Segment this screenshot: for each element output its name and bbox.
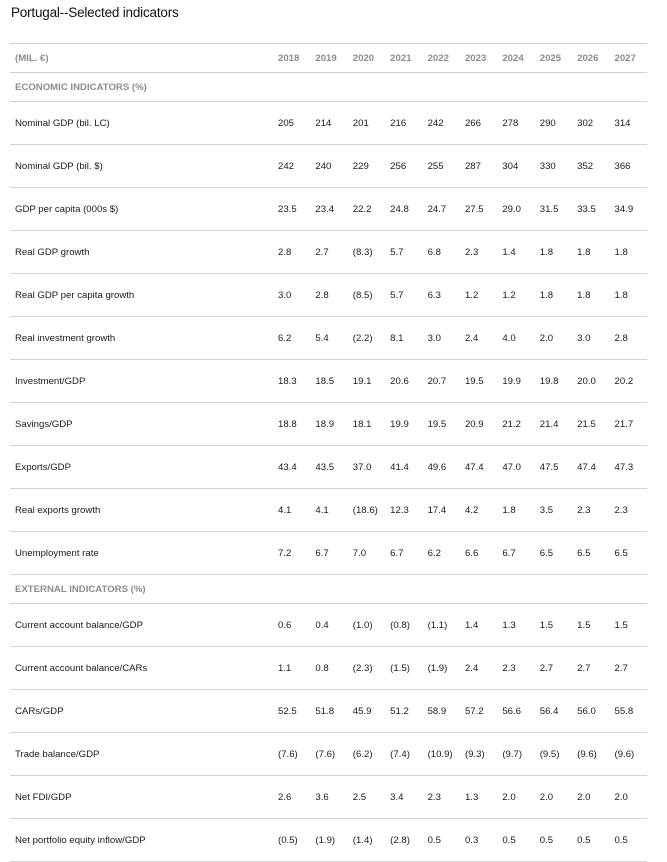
- table-cell: 51.8: [310, 690, 347, 733]
- table-cell: 33.5: [572, 188, 609, 231]
- table-cell: 1.8: [572, 274, 609, 317]
- table-cell: (0.5): [273, 819, 310, 862]
- table-cell: 21.5: [572, 403, 609, 446]
- row-label: Exports/GDP: [10, 446, 273, 489]
- row-label: Real investment growth: [10, 317, 273, 360]
- table-row: [10, 403, 647, 446]
- table-cell: 47.5: [535, 446, 572, 489]
- table-cell: 255: [423, 145, 460, 188]
- table-cell: 2.0: [535, 776, 572, 819]
- table-cell: 6.5: [572, 532, 609, 575]
- table-cell: (8.5): [348, 274, 385, 317]
- table-cell: 21.7: [610, 403, 647, 446]
- unit-label: (MIL. €): [10, 44, 273, 73]
- table-cell: 20.0: [572, 360, 609, 403]
- table-cell: 3.0: [572, 317, 609, 360]
- indicators-table: [10, 43, 647, 862]
- table-cell: 240: [310, 145, 347, 188]
- table-cell: 0.6: [273, 604, 310, 647]
- table-cell: 256: [385, 145, 422, 188]
- row-label: Current account balance/GDP: [10, 604, 273, 647]
- table-cell: 18.8: [273, 403, 310, 446]
- table-cell: (9.5): [535, 733, 572, 776]
- table-cell: 0.8: [310, 647, 347, 690]
- table-cell: 27.5: [460, 188, 497, 231]
- row-label: Investment/GDP: [10, 360, 273, 403]
- table-cell: 47.3: [610, 446, 647, 489]
- table-cell: 19.9: [385, 403, 422, 446]
- row-label: GDP per capita (000s $): [10, 188, 273, 231]
- table-cell: 49.6: [423, 446, 460, 489]
- header-row: [10, 44, 647, 73]
- table-cell: 5.4: [310, 317, 347, 360]
- row-label: Real GDP growth: [10, 231, 273, 274]
- table-cell: 1.5: [610, 604, 647, 647]
- table-cell: 7.2: [273, 532, 310, 575]
- table-row: [10, 489, 647, 532]
- row-label: CARs/GDP: [10, 690, 273, 733]
- table-cell: 19.5: [423, 403, 460, 446]
- table-cell: 2.7: [572, 647, 609, 690]
- section-header-row: [10, 575, 647, 604]
- table-cell: (10.9): [423, 733, 460, 776]
- table-cell: 1.3: [460, 776, 497, 819]
- year-header: 2019: [310, 44, 347, 73]
- table-cell: 2.7: [610, 647, 647, 690]
- year-header: 2024: [497, 44, 534, 73]
- table-cell: 2.0: [572, 776, 609, 819]
- table-cell: 287: [460, 145, 497, 188]
- table-cell: (9.7): [497, 733, 534, 776]
- row-label: Unemployment rate: [10, 532, 273, 575]
- year-header: 2020: [348, 44, 385, 73]
- table-cell: 20.7: [423, 360, 460, 403]
- table-cell: (8.3): [348, 231, 385, 274]
- table-row: [10, 145, 647, 188]
- table-cell: (1.9): [423, 647, 460, 690]
- table-cell: 55.8: [610, 690, 647, 733]
- table-cell: 21.4: [535, 403, 572, 446]
- table-cell: 47.4: [460, 446, 497, 489]
- table-cell: 3.0: [273, 274, 310, 317]
- table-cell: 1.4: [460, 604, 497, 647]
- table-cell: 6.6: [460, 532, 497, 575]
- section-heading: EXTERNAL INDICATORS (%): [10, 575, 647, 604]
- table-cell: 3.5: [535, 489, 572, 532]
- table-cell: 5.7: [385, 274, 422, 317]
- table-cell: (1.4): [348, 819, 385, 862]
- table-cell: (7.6): [310, 733, 347, 776]
- table-cell: 0.5: [423, 819, 460, 862]
- table-cell: 8.1: [385, 317, 422, 360]
- year-header: 2026: [572, 44, 609, 73]
- table-cell: 266: [460, 102, 497, 145]
- table-cell: 4.1: [273, 489, 310, 532]
- table-cell: 242: [423, 102, 460, 145]
- table-cell: 2.0: [497, 776, 534, 819]
- table-cell: 47.0: [497, 446, 534, 489]
- table-cell: 21.2: [497, 403, 534, 446]
- table-cell: (2.8): [385, 819, 422, 862]
- row-label: Nominal GDP (bil. $): [10, 145, 273, 188]
- table-cell: 45.9: [348, 690, 385, 733]
- table-row: [10, 532, 647, 575]
- table-cell: 1.8: [535, 231, 572, 274]
- table-cell: 2.7: [535, 647, 572, 690]
- table-cell: 290: [535, 102, 572, 145]
- table-cell: (6.2): [348, 733, 385, 776]
- table-row: [10, 317, 647, 360]
- table-cell: 56.0: [572, 690, 609, 733]
- table-cell: 229: [348, 145, 385, 188]
- table-cell: 1.2: [497, 274, 534, 317]
- table-row: [10, 360, 647, 403]
- table-cell: 7.0: [348, 532, 385, 575]
- table-cell: 2.7: [310, 231, 347, 274]
- table-cell: 56.4: [535, 690, 572, 733]
- table-cell: (2.2): [348, 317, 385, 360]
- table-cell: 4.1: [310, 489, 347, 532]
- table-cell: 0.4: [310, 604, 347, 647]
- table-cell: 2.0: [535, 317, 572, 360]
- table-cell: (2.3): [348, 647, 385, 690]
- table-cell: 3.0: [423, 317, 460, 360]
- table-cell: 1.8: [497, 489, 534, 532]
- table-cell: 2.0: [610, 776, 647, 819]
- table-cell: 366: [610, 145, 647, 188]
- table-cell: 17.4: [423, 489, 460, 532]
- table-cell: 2.3: [460, 231, 497, 274]
- table-row: [10, 733, 647, 776]
- table-cell: 278: [497, 102, 534, 145]
- table-row: [10, 102, 647, 145]
- table-cell: 2.3: [572, 489, 609, 532]
- table-cell: 0.5: [497, 819, 534, 862]
- table-cell: 3.6: [310, 776, 347, 819]
- table-cell: 20.6: [385, 360, 422, 403]
- table-cell: 20.9: [460, 403, 497, 446]
- table-cell: 58.9: [423, 690, 460, 733]
- table-cell: 47.4: [572, 446, 609, 489]
- table-cell: 29.0: [497, 188, 534, 231]
- table-cell: 19.9: [497, 360, 534, 403]
- section-header-row: [10, 73, 647, 102]
- table-cell: 2.3: [610, 489, 647, 532]
- table-cell: (1.5): [385, 647, 422, 690]
- table-cell: (9.6): [572, 733, 609, 776]
- table-cell: 2.6: [273, 776, 310, 819]
- row-label: Real GDP per capita growth: [10, 274, 273, 317]
- table-cell: 1.1: [273, 647, 310, 690]
- table-cell: 31.5: [535, 188, 572, 231]
- table-cell: 1.8: [572, 231, 609, 274]
- row-label: Net FDI/GDP: [10, 776, 273, 819]
- table-row: [10, 188, 647, 231]
- table-cell: 304: [497, 145, 534, 188]
- table-cell: 6.2: [273, 317, 310, 360]
- table-cell: 0.5: [610, 819, 647, 862]
- table-cell: 201: [348, 102, 385, 145]
- table-cell: 4.2: [460, 489, 497, 532]
- table-cell: 0.5: [572, 819, 609, 862]
- table-row: [10, 647, 647, 690]
- table-cell: (0.8): [385, 604, 422, 647]
- table-cell: 19.5: [460, 360, 497, 403]
- table-cell: (7.6): [273, 733, 310, 776]
- table-cell: 41.4: [385, 446, 422, 489]
- table-cell: (1.9): [310, 819, 347, 862]
- table-cell: 352: [572, 145, 609, 188]
- table-row: [10, 446, 647, 489]
- table-cell: 3.4: [385, 776, 422, 819]
- row-label: Trade balance/GDP: [10, 733, 273, 776]
- table-cell: 2.8: [610, 317, 647, 360]
- table-cell: 2.8: [310, 274, 347, 317]
- table-cell: 23.4: [310, 188, 347, 231]
- table-cell: 6.5: [610, 532, 647, 575]
- table-cell: 216: [385, 102, 422, 145]
- table-cell: 24.8: [385, 188, 422, 231]
- table-cell: 24.7: [423, 188, 460, 231]
- table-cell: 2.3: [497, 647, 534, 690]
- year-header: 2025: [535, 44, 572, 73]
- table-cell: 6.8: [423, 231, 460, 274]
- table-cell: 18.3: [273, 360, 310, 403]
- year-header: 2018: [273, 44, 310, 73]
- year-header: 2023: [460, 44, 497, 73]
- table-cell: 1.8: [610, 231, 647, 274]
- row-label: Current account balance/CARs: [10, 647, 273, 690]
- table-cell: 6.3: [423, 274, 460, 317]
- table-cell: 2.4: [460, 647, 497, 690]
- table-title: Portugal--Selected indicators: [11, 5, 179, 20]
- row-label: Net portfolio equity inflow/GDP: [10, 819, 273, 862]
- table-cell: 205: [273, 102, 310, 145]
- table-cell: 12.3: [385, 489, 422, 532]
- table-cell: 2.3: [423, 776, 460, 819]
- table-cell: 330: [535, 145, 572, 188]
- table-cell: 22.2: [348, 188, 385, 231]
- table-cell: 1.8: [610, 274, 647, 317]
- table-cell: 19.8: [535, 360, 572, 403]
- table-cell: 2.5: [348, 776, 385, 819]
- table-cell: 6.7: [385, 532, 422, 575]
- year-header: 2022: [423, 44, 460, 73]
- table-cell: 57.2: [460, 690, 497, 733]
- row-label: Nominal GDP (bil. LC): [10, 102, 273, 145]
- table-cell: 1.2: [460, 274, 497, 317]
- table-row: [10, 819, 647, 862]
- table-cell: 18.5: [310, 360, 347, 403]
- table-cell: 18.1: [348, 403, 385, 446]
- table-cell: 20.2: [610, 360, 647, 403]
- table-cell: 302: [572, 102, 609, 145]
- table-cell: 1.5: [535, 604, 572, 647]
- table-cell: 6.5: [535, 532, 572, 575]
- table-cell: (9.3): [460, 733, 497, 776]
- row-label: Savings/GDP: [10, 403, 273, 446]
- table-cell: 5.7: [385, 231, 422, 274]
- table-cell: 43.4: [273, 446, 310, 489]
- table-cell: 1.4: [497, 231, 534, 274]
- table-body: [10, 44, 647, 862]
- table-row: [10, 690, 647, 733]
- table-cell: 2.8: [273, 231, 310, 274]
- table-cell: 1.3: [497, 604, 534, 647]
- table-cell: 34.9: [610, 188, 647, 231]
- table-cell: 6.2: [423, 532, 460, 575]
- table-cell: 314: [610, 102, 647, 145]
- table-cell: (18.6): [348, 489, 385, 532]
- table-row: [10, 776, 647, 819]
- table-cell: 37.0: [348, 446, 385, 489]
- table-cell: (1.0): [348, 604, 385, 647]
- table-cell: 18.9: [310, 403, 347, 446]
- table-cell: 242: [273, 145, 310, 188]
- table-cell: 0.5: [535, 819, 572, 862]
- table-cell: 6.7: [497, 532, 534, 575]
- table-cell: 56.6: [497, 690, 534, 733]
- table-cell: (7.4): [385, 733, 422, 776]
- table-cell: 4.0: [497, 317, 534, 360]
- year-header: 2021: [385, 44, 422, 73]
- year-header: 2027: [610, 44, 647, 73]
- row-label: Real exports growth: [10, 489, 273, 532]
- table-cell: 1.8: [535, 274, 572, 317]
- table-cell: 214: [310, 102, 347, 145]
- table-cell: 19.1: [348, 360, 385, 403]
- table-row: [10, 274, 647, 317]
- table-cell: 23.5: [273, 188, 310, 231]
- table-row: [10, 604, 647, 647]
- table-row: [10, 231, 647, 274]
- table-cell: 6.7: [310, 532, 347, 575]
- table-cell: 0.3: [460, 819, 497, 862]
- table-cell: 51.2: [385, 690, 422, 733]
- table-cell: 1.5: [572, 604, 609, 647]
- table-cell: (9.6): [610, 733, 647, 776]
- section-heading: ECONOMIC INDICATORS (%): [10, 73, 647, 102]
- table-cell: 52.5: [273, 690, 310, 733]
- table-cell: 2.4: [460, 317, 497, 360]
- table-cell: (1.1): [423, 604, 460, 647]
- table-cell: 43.5: [310, 446, 347, 489]
